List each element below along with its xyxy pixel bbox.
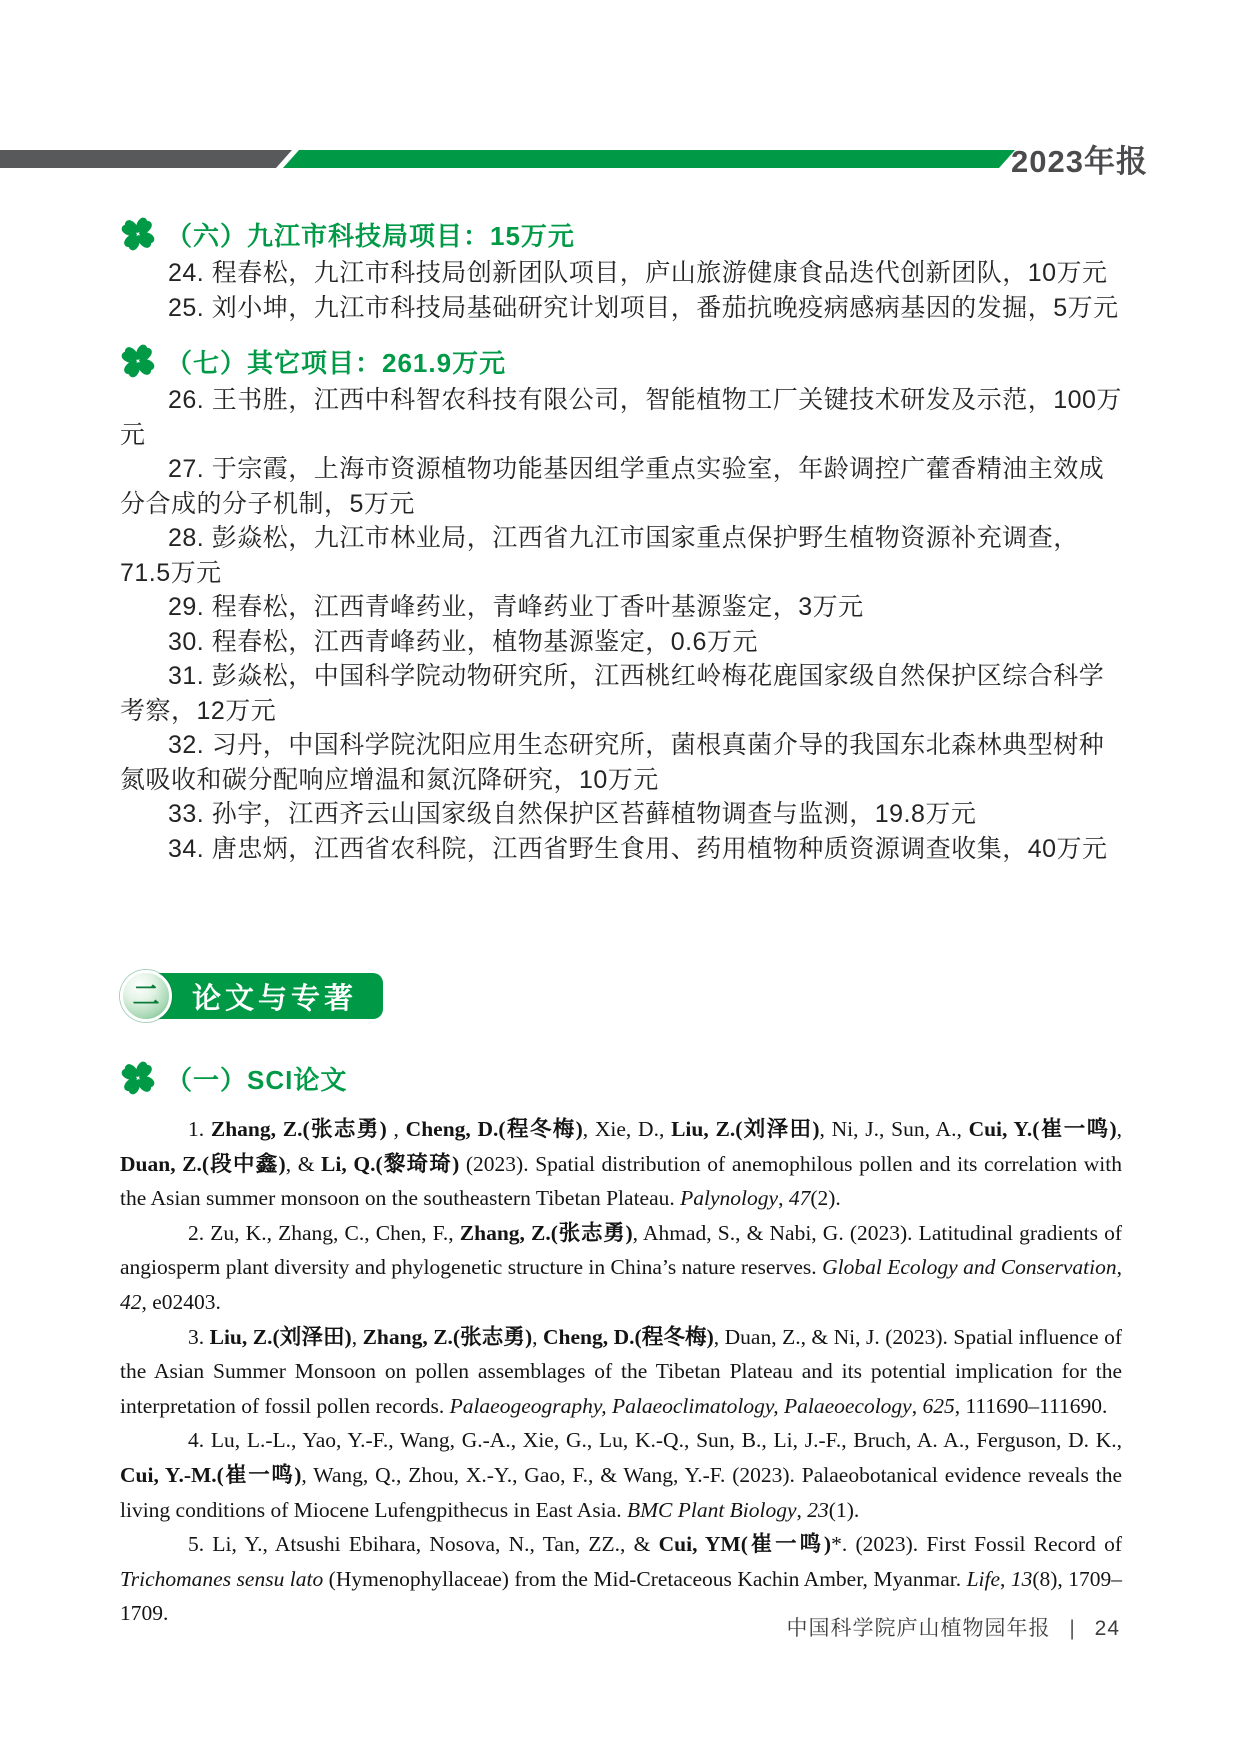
item-number: 27. — [168, 455, 212, 483]
sci-section-heading — [120, 1056, 1122, 1100]
section-other-projects — [120, 339, 1122, 866]
sci-paper: 1. Zhang, Z.(张志勇) , Cheng, D.(程冬梅), Xie, D., Liu, Z.(刘泽田), Ni, J., Sun, A., Cui, Y.(崔一鸣), Duan, Z.(段中鑫), & Li, Q.(黎琦琦) (2023). Spatial distribution of anemophilous pollen and its correlation with the Asian summer monsoon on the southeastern Tibetan Plateau. Palynology, 47(2). — [120, 1117, 1122, 1211]
header-green-stripe — [283, 150, 1015, 168]
item-number: 33. — [168, 800, 212, 828]
project-item: 28. 彭焱松，九江市林业局，江西省九江市国家重点保护野生植物资源补充调查，71.5万元 — [120, 524, 1079, 587]
item-number: 26. — [168, 386, 212, 414]
project-item: 34. 唐忠炳，江西省农科院，江西省野生食用、药用植物种质资源调查收集，40万元 — [168, 834, 1108, 863]
item-number: 28. — [168, 524, 212, 552]
header-gray-stripe — [0, 150, 292, 168]
section-heading — [120, 339, 1122, 383]
page-footer — [786, 1612, 1120, 1642]
section-heading — [120, 212, 1122, 256]
item-number: 24. — [168, 259, 212, 287]
project-item: 31. 彭焱松，中国科学院动物研究所，江西桃红岭梅花鹿国家级自然保护区综合科学考察，12万元 — [120, 662, 1105, 725]
chapter-number-badge — [120, 970, 172, 1022]
clover-icon — [120, 343, 156, 379]
project-item: 30. 程春松，江西青峰药业，植物基源鉴定，0.6万元 — [168, 627, 758, 656]
project-item: 29. 程春松，江西青峰药业，青峰药业丁香叶基源鉴定，3万元 — [168, 593, 864, 621]
project-item-list — [120, 256, 1122, 325]
item-number: 34. — [168, 834, 212, 863]
chapter-number: 二 — [132, 980, 160, 1011]
item-number: 30. — [168, 627, 212, 656]
item-number: 32. — [168, 731, 212, 759]
section-jiujiang-projects — [120, 212, 1122, 325]
project-item: 25. 刘小坤，九江市科技局基础研究计划项目，番茄抗晚疫病感病基因的发掘，5万元 — [168, 293, 1119, 322]
page-number: 24 — [1094, 1617, 1120, 1640]
project-item: 33. 孙宇，江西齐云山国家级自然保护区苔藓植物调查与监测，19.8万元 — [168, 800, 977, 828]
sci-paper: 2. Zu, K., Zhang, C., Chen, F., Zhang, Z.(张志勇), Ahmad, S., & Nabi, G. (2023). Latitudinal gradients of angiosperm plant diversity and phylogenetic structure in China’s nature reserves. Global Ecology and Conservation, 42, e02403. — [120, 1220, 1123, 1314]
project-item-list — [120, 383, 1122, 866]
project-item: 26. 王书胜，江西中科智农科技有限公司，智能植物工厂关键技术研发及示范，100万元 — [120, 386, 1122, 449]
item-number: 29. — [168, 593, 212, 621]
project-item: 32. 习丹，中国科学院沈阳应用生态研究所，菌根真菌介导的我国东北森林典型树种氮吸收和碳分配响应增温和氮沉降研究，10万元 — [120, 731, 1105, 794]
clover-icon — [120, 1060, 156, 1096]
sci-section-title: （一）SCI论文 — [166, 1064, 348, 1095]
chapter-banner-bar — [146, 973, 383, 1019]
footer-separator: | — [1069, 1617, 1076, 1640]
project-item: 24. 程春松，九江市科技局创新团队项目，庐山旅游健康食品迭代创新团队，10万元 — [168, 259, 1108, 287]
sci-paper-list — [120, 1112, 1122, 1631]
page-content — [0, 212, 1240, 1631]
sci-paper: 5. Li, Y., Atsushi Ebihara, Nosova, N., Tan, ZZ., & Cui, YM(崔一鸣)*. (2023). First Fossil Record of Trichomanes sensu lato (Hymenophyllaceae) from the Mid-Cretaceous Kachin Amber, Myanmar. Life, 13(8), 1709–1709. — [120, 1532, 1122, 1626]
item-number: 25. — [168, 293, 212, 322]
clover-icon — [120, 216, 156, 252]
chapter-title: 论文与专著 — [192, 982, 358, 1015]
sci-paper: 3. Liu, Z.(刘泽田), Zhang, Z.(张志勇), Cheng, D.(程冬梅), Duan, Z., & Ni, J. (2023). Spatial influence of the Asian Summer Monsoon on pollen assemblages of the Tibetan Plateau and its potential implication for the interpretation of fossil pollen records. Palaeogeography, Palaeoclimatology, Palaeoecology, 625, 111690–111690. — [120, 1324, 1122, 1418]
footer-text: 中国科学院庐山植物园年报 — [786, 1617, 1051, 1640]
section-title: （六）九江市科技局项目：15万元 — [166, 220, 575, 251]
report-year-label: 2023年报 — [1011, 144, 1148, 179]
project-item: 27. 于宗霞，上海市资源植物功能基因组学重点实验室，年龄调控广藿香精油主效成分合成的分子机制，5万元 — [120, 455, 1105, 518]
section-title: （七）其它项目：261.9万元 — [166, 347, 507, 378]
sci-paper: 4. Lu, L.-L., Yao, Y.-F., Wang, G.-A., Xie, G., Lu, K.-Q., Sun, B., Li, J.-F., Bruch, A. A., Ferguson, D. K., Cui, Y.-M.(崔一鸣), Wang, Q., Zhou, X.-Y., Gao, F., & Wang, Y.-F. (2023). Palaeobotanical evidence reveals the living conditions of Miocene Lufengpithecus in East Asia. BMC Plant Biology, 23(1). — [120, 1428, 1122, 1522]
item-number: 31. — [168, 662, 212, 690]
